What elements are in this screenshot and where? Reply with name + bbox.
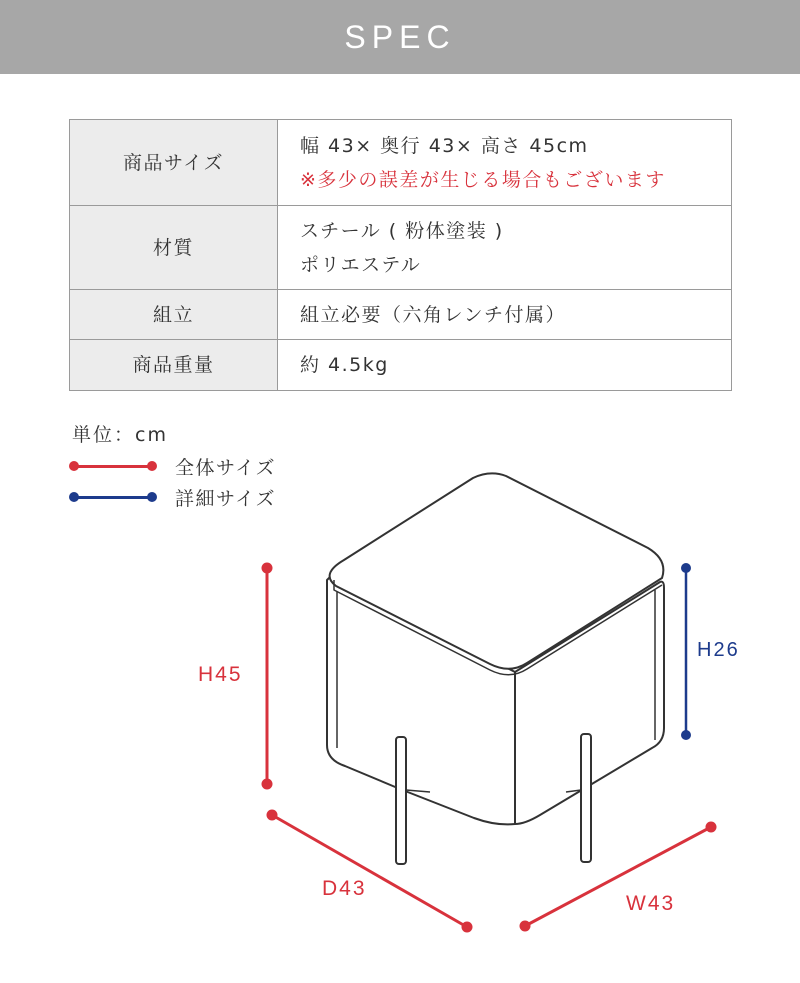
spec-value-line: 組立必要（六角レンチ付属） [300, 303, 567, 326]
height-total-label: H45 [198, 663, 243, 686]
height-detail-label: H26 [697, 639, 740, 661]
spec-note: ※多少の誤差が生じる場合もございます [300, 168, 666, 191]
legend-label: 詳細サイズ [175, 487, 276, 510]
spec-value-line: 約 4.5kg [300, 354, 389, 376]
unit-label: 単位：cm [72, 424, 168, 446]
spec-value-line: 幅 43× 奥行 43× 高さ 45cm [300, 134, 589, 157]
width-label: W43 [626, 892, 676, 915]
height-detail-dimension [681, 563, 691, 740]
depth-label: D43 [322, 877, 367, 900]
header-title: SPEC [344, 18, 456, 55]
height-total-dimension [262, 563, 273, 790]
depth-dimension [267, 810, 473, 933]
spec-label: 組立 [70, 290, 278, 340]
legend-label: 全体サイズ [175, 456, 276, 479]
spec-value-line: スチール ( 粉体塗装 ) [300, 219, 504, 242]
width-dimension [520, 822, 717, 932]
spec-label: 材質 [70, 206, 278, 290]
stool-drawing [327, 473, 664, 864]
spec-label: 商品サイズ [70, 120, 278, 206]
spec-label: 商品重量 [70, 340, 278, 391]
spec-value-line: ポリエステル [300, 253, 422, 276]
